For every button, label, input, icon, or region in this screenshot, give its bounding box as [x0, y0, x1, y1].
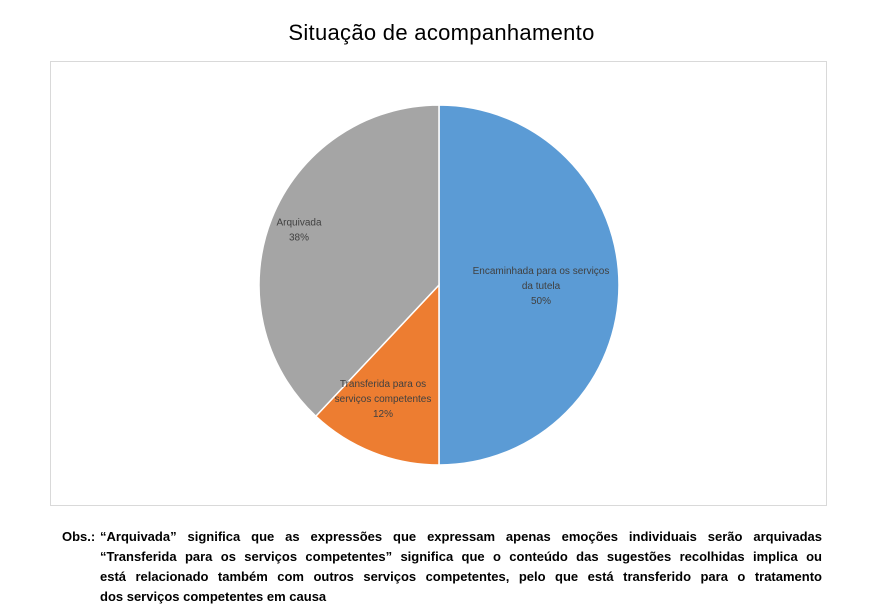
note-line-3: está relacionado também com outros serviços competentes, pelo que está transferido para o tratamento	[100, 569, 822, 584]
note-line-4: dos serviços competentes em causa	[100, 589, 327, 604]
notes-prefix: Obs.:	[62, 529, 96, 544]
slice-label-1: Encaminhada para os serviços da tutela 50%	[472, 266, 610, 307]
slice-label-3: Arquivada 38%	[276, 217, 322, 244]
notes-lines	[100, 527, 822, 607]
chart-title: Situação de acompanhamento	[288, 20, 595, 45]
note-line-2: “Transferida para os serviços competentes” significa que o conteúdo das sugestões recolhidas implica ou	[100, 549, 822, 564]
slice-label-2: Transferida para os serviços competentes 12%	[334, 379, 432, 420]
note-line-1: “Arquivada” significa que as expressões que expressam apenas emoções individuais serão arquivadas	[100, 529, 822, 544]
pie-slices	[259, 105, 619, 465]
